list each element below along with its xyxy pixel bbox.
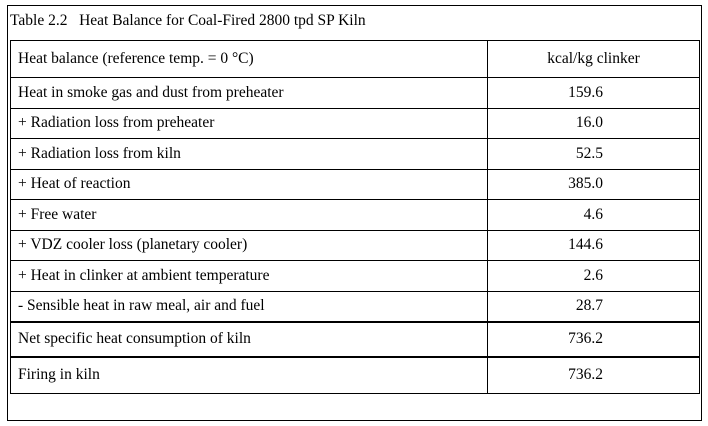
row-label: + Heat in clinker at ambient temperature: [11, 261, 488, 292]
row-label: + Radiation loss from preheater: [11, 108, 488, 139]
row-label: Heat in smoke gas and dust from preheater: [11, 78, 488, 109]
row-value: 4.6: [488, 200, 700, 231]
net-consumption-row: [11, 322, 700, 357]
row-value: 385.0: [488, 169, 700, 200]
firing-label: Firing in kiln: [11, 357, 488, 394]
row-value: 16.0: [488, 108, 700, 139]
firing-row: [11, 357, 700, 394]
table-header-row: [11, 41, 700, 78]
row-label: - Sensible heat in raw meal, air and fuel: [11, 291, 488, 322]
header-label-cell: Heat balance (reference temp. = 0 °C): [11, 41, 488, 78]
row-value: 2.6: [488, 261, 700, 292]
table-row: [11, 169, 700, 200]
table-row: [11, 139, 700, 170]
table-title: Table 2.2 Heat Balance for Coal-Fired 2800 tpd SP Kiln: [10, 12, 366, 29]
net-value: 736.2: [488, 322, 700, 357]
row-label: + VDZ cooler loss (planetary cooler): [11, 230, 488, 261]
row-label: + Free water: [11, 200, 488, 231]
heat-balance-table: [10, 40, 700, 394]
row-label: + Radiation loss from kiln: [11, 139, 488, 170]
table-row: [11, 261, 700, 292]
row-value: 144.6: [488, 230, 700, 261]
row-value: 159.6: [488, 78, 700, 109]
table-row: [11, 108, 700, 139]
row-value: 28.7: [488, 291, 700, 322]
table-row: [11, 78, 700, 109]
table-row: [11, 291, 700, 322]
table-row: [11, 230, 700, 261]
table-row: [11, 200, 700, 231]
firing-value: 736.2: [488, 357, 700, 394]
row-label: + Heat of reaction: [11, 169, 488, 200]
net-label: Net specific heat consumption of kiln: [11, 322, 488, 357]
row-value: 52.5: [488, 139, 700, 170]
header-unit-cell: kcal/kg clinker: [488, 41, 700, 78]
